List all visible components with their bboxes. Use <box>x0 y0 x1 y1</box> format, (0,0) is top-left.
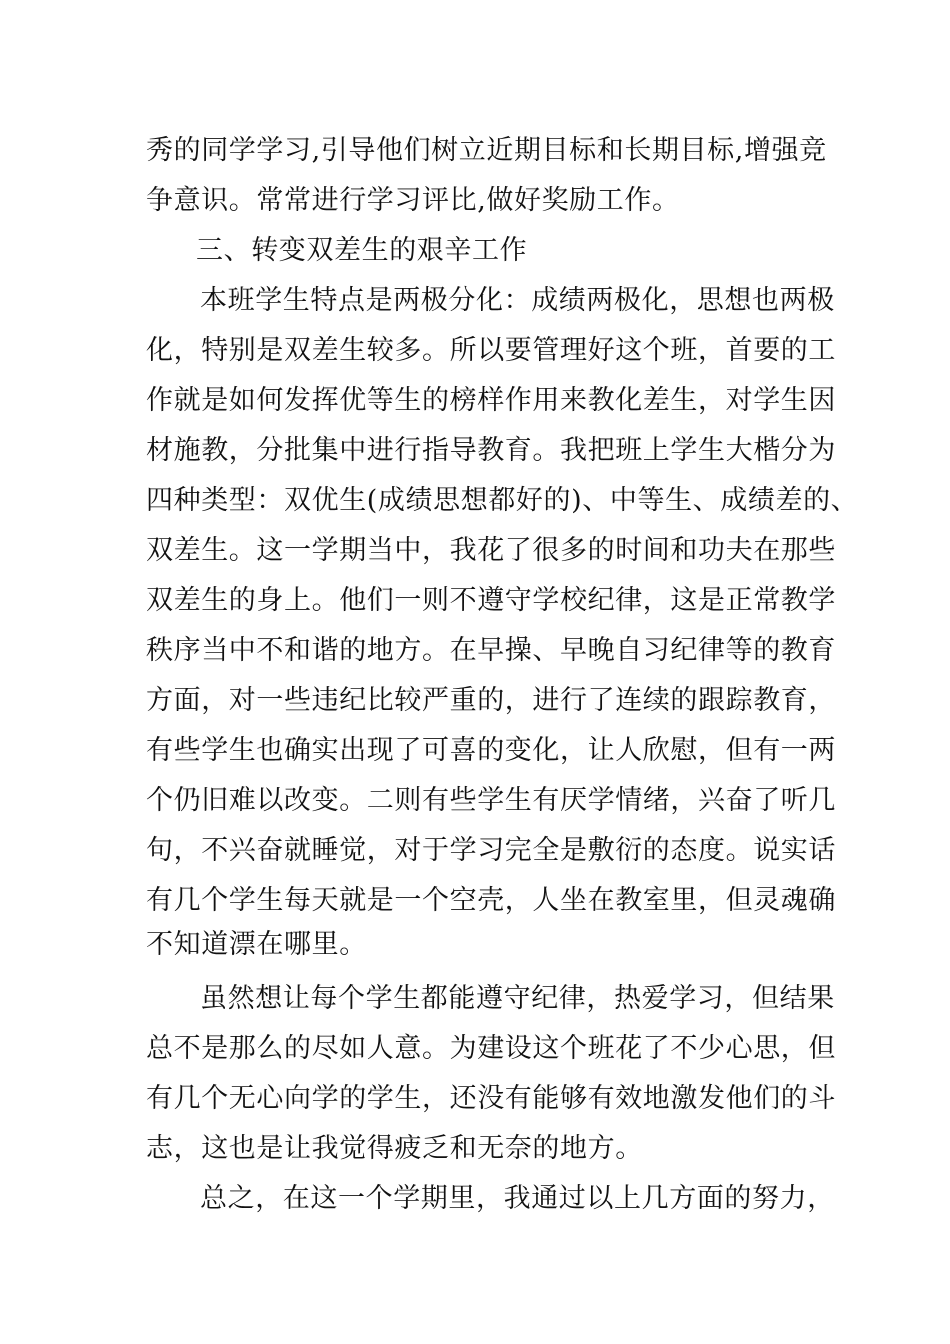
text-line: 有几个学生每天就是一个空壳，人坐在教室里，但灵魂确 <box>146 885 836 916</box>
text-line: 材施教，分批集中进行指导教育。我把班上学生大楷分为 <box>146 435 836 466</box>
text-line: 句，不兴奋就睡觉，对于学习完全是敷衍的态度。说实话 <box>146 835 836 866</box>
text-line: 总不是那么的尽如人意。为建设这个班花了不少心思，但 <box>146 1033 836 1064</box>
text-line: 双差生。这一学期当中，我花了很多的时间和功夫在那些 <box>146 535 836 566</box>
text-line: 方面，对一些违纪比较严重的，进行了连续的跟踪教育， <box>146 685 836 716</box>
text-line: 争意识。常常进行学习评比,做好奖励工作。 <box>146 185 680 216</box>
text-line: 个仍旧难以改变。二则有些学生有厌学情绪，兴奋了听几 <box>146 785 836 816</box>
text-line: 本班学生特点是两极分化：成绩两极化，思想也两极 <box>200 285 835 316</box>
text-line: 双差生的身上。他们一则不遵守学校纪律，这是正常教学 <box>146 585 836 616</box>
text-line: 志，这也是让我觉得疲乏和无奈的地方。 <box>146 1133 643 1164</box>
text-line: 虽然想让每个学生都能遵守纪律，热爱学习，但结果 <box>200 983 835 1014</box>
text-line: 有些学生也确实出现了可喜的变化，让人欣慰，但有一两 <box>146 735 836 766</box>
text-line: 有几个无心向学的学生，还没有能够有效地激发他们的斗 <box>146 1083 836 1114</box>
text-line: 总之，在这一个学期里，我通过以上几方面的努力， <box>200 1183 835 1214</box>
text-line: 四种类型：双优生(成绩思想都好的)、中等生、成绩差的、 <box>146 485 859 516</box>
text-line: 秩序当中不和谐的地方。在早操、早晚自习纪律等的教育 <box>146 635 836 666</box>
text-line: 作就是如何发挥优等生的榜样作用来教化差生，对学生因 <box>146 385 836 416</box>
section-heading: 三、转变双差生的艰辛工作 <box>196 235 528 266</box>
text-line: 化，特别是双差生较多。所以要管理好这个班，首要的工 <box>146 335 836 366</box>
text-line: 秀的同学学习,引导他们树立近期目标和长期目标,增强竞 <box>146 135 827 166</box>
text-line: 不知道漂在哪里。 <box>146 929 367 960</box>
